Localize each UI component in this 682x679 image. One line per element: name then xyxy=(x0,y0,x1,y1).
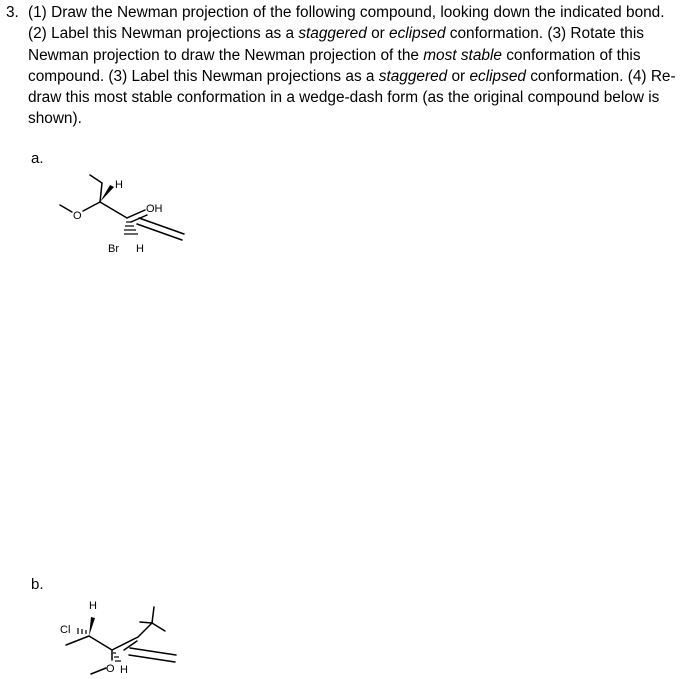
bond-c1-c2 xyxy=(89,636,112,650)
atom-o: O xyxy=(73,210,82,222)
atom-oh: OH xyxy=(146,203,163,215)
question-segment: conformation. (4) Re-draw this most stable conformation in a wedge-dash form (as the original compound below is shown). xyxy=(28,67,676,128)
bond-ch3-c1 xyxy=(66,636,89,645)
atom-h-top: H xyxy=(115,179,123,191)
question-number: 3. xyxy=(6,4,19,21)
bond-o-ch3 xyxy=(91,668,106,674)
arrow-b-shaft-1 xyxy=(130,648,176,655)
bond-tbu-me3 xyxy=(152,623,165,631)
atom-cl: Cl xyxy=(60,624,71,636)
atom-h-bottom-b: H xyxy=(120,664,128,676)
bond-tbu-me2 xyxy=(140,622,152,623)
bond-c3-tbu xyxy=(138,623,152,637)
atom-h-top-b: H xyxy=(89,600,97,612)
question-segment: or xyxy=(447,67,470,85)
bond-tbu-me1 xyxy=(152,607,154,623)
question-segment: most stable xyxy=(423,46,502,64)
question-segment: or xyxy=(366,25,390,43)
question-segment: eclipsed xyxy=(389,25,446,43)
question-segment: conformation. (3) Rotate this Newman projection to draw the Newman projection of the xyxy=(28,25,644,64)
question-segment: staggered xyxy=(378,67,448,85)
part-b-label: b. xyxy=(31,576,44,593)
part-a-label: a. xyxy=(31,150,44,167)
atom-o-b: O xyxy=(106,663,115,675)
atom-h-bottom: H xyxy=(136,243,144,255)
hash-bond-h-b xyxy=(113,653,121,661)
wedge-bond-h-b xyxy=(89,617,95,636)
atom-br: Br xyxy=(108,243,119,255)
question-segment: (1) Draw the Newman projection of the following compound, looking down the indicated bond. (2) Label this Newman projections as a xyxy=(28,4,665,43)
hash-bond-cl xyxy=(78,628,86,634)
question-segment: eclipsed xyxy=(469,67,526,85)
question-segment: conformation of this compound. (3) Label this Newman projections as a xyxy=(28,46,641,85)
arrow-b-shaft-2 xyxy=(129,655,175,662)
question-segment: staggered xyxy=(298,25,367,43)
